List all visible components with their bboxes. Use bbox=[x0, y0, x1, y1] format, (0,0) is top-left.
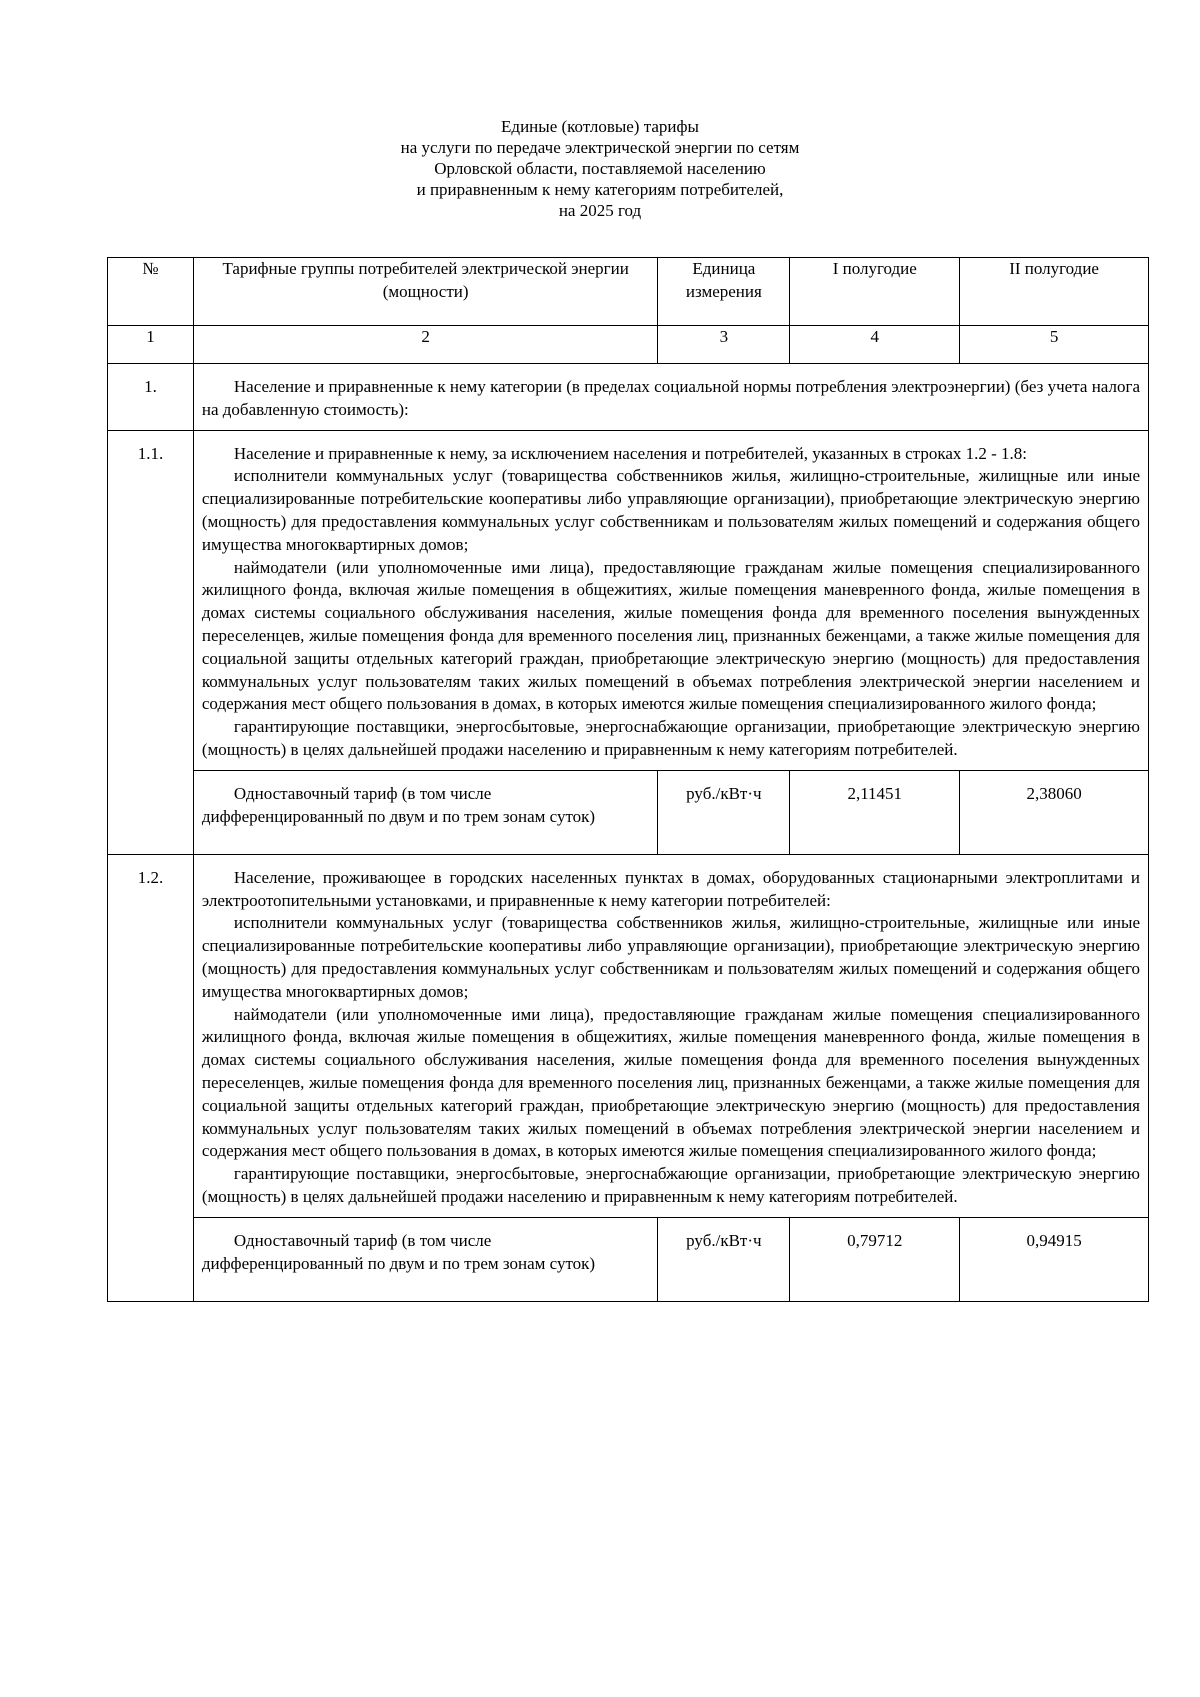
tariff-value-half1: 0,79712 bbox=[790, 1217, 960, 1301]
document-title bbox=[0, 116, 1200, 221]
row-text: Население и приравненные к нему категории (в пределах социальной нормы потребления электроэнергии) (без учета налога на добавленную стоимость): bbox=[201, 377, 1140, 419]
tariff-name bbox=[193, 1217, 658, 1301]
header-no: № bbox=[108, 258, 194, 326]
header-half1: I полугодие bbox=[790, 258, 960, 326]
col-number-2: 2 bbox=[193, 326, 658, 364]
tariff-row bbox=[108, 770, 1149, 854]
paragraph: гарантирующие поставщики, энергосбытовые, энергоснабжающие организации, приобретающие электрическую энергию (мощность) в целях дальнейшей продажи населению и приравненным к нему категориям потребителей. bbox=[201, 717, 1140, 759]
title-line-3: Орловской области, поставляемой населению bbox=[434, 159, 766, 178]
table-row bbox=[108, 364, 1149, 431]
table-row bbox=[108, 430, 1149, 770]
row-description bbox=[193, 854, 1148, 1217]
paragraph: гарантирующие поставщики, энергосбытовые, энергоснабжающие организации, приобретающие электрическую энергию (мощность) в целях дальнейшей продажи населению и приравненным к нему категориям потребителей. bbox=[201, 1164, 1140, 1206]
paragraph: Население, проживающее в городских населенных пунктах в домах, оборудованных стационарными электроплитами и электроотопительными установками, и приравненные к нему категории потребителей: bbox=[201, 867, 1140, 910]
title-line-2: на услуги по передаче электрической энергии по сетям bbox=[400, 138, 800, 157]
tariff-value-half2: 2,38060 bbox=[960, 770, 1149, 854]
paragraph: наймодатели (или уполномоченные ими лица), предоставляющие гражданам жилые помещения специализированного жилищного фонда, включая жилые помещения в общежитиях, жилые помещения маневренного фонда, жилые помещения в домах системы социального обслуживания населения, жилые помещения фонда для временного поселения вынужденных переселенцев, жилые помещения фонда для временного поселения лиц, признанных беженцами, а также жилые помещения для социальной защиты отдельных категорий граждан, приобретающие электрическую энергию (мощность) для предоставления коммунальных услуг пользователям таких жилых помещений в объемах потребления электрической энергии населением и содержания мест общего пользования в домах, в которых имеются жилые помещения специализированного жилого фонда; bbox=[201, 1004, 1140, 1161]
tariff-row bbox=[108, 1217, 1149, 1301]
row-number: 1. bbox=[108, 364, 194, 431]
column-numbers-row bbox=[108, 326, 1149, 364]
row-number: 1.1. bbox=[108, 430, 194, 854]
row-description bbox=[193, 430, 1148, 770]
paragraph: наймодатели (или уполномоченные ими лица), предоставляющие гражданам жилые помещения специализированного жилищного фонда, включая жилые помещения в общежитиях, жилые помещения маневренного фонда, жилые помещения в домах системы социального обслуживания населения, жилые помещения фонда для временного поселения вынужденных переселенцев, жилые помещения фонда для временного поселения лиц, признанных беженцами, а также жилые помещения для социальной защиты отдельных категорий граждан, приобретающие электрическую энергию (мощность) для предоставления коммунальных услуг пользователям таких жилых помещений в объемах потребления электрической энергии населением и содержания мест общего пользования в домах, в которых имеются жилые помещения специализированного жилого фонда; bbox=[201, 557, 1140, 714]
paragraph: исполнители коммунальных услуг (товарищества собственников жилья, жилищно-строительные, жилищные или иные специализированные потребительские кооперативы либо управляющие организации), приобретающие электрическую энергию (мощность) для предоставления коммунальных услуг собственникам и пользователям жилых помещений и содержания общего имущества многоквартирных домов; bbox=[201, 913, 1140, 1001]
title-line-4: и приравненным к нему категориям потребителей, bbox=[416, 180, 784, 199]
paragraph: исполнители коммунальных услуг (товарищества собственников жилья, жилищно-строительные, жилищные или иные специализированные потребительские кооперативы либо управляющие организации), приобретающие электрическую энергию (мощность) для предоставления коммунальных услуг собственникам и пользователям жилых помещений и содержания общего имущества многоквартирных домов; bbox=[201, 466, 1140, 554]
col-number-4: 4 bbox=[790, 326, 960, 364]
header-unit: Единица измерения bbox=[658, 258, 790, 326]
title-line-5: на 2025 год bbox=[558, 201, 642, 220]
tariff-value-half2: 0,94915 bbox=[960, 1217, 1149, 1301]
tariff-unit: руб./кВт·ч bbox=[658, 770, 790, 854]
tariff-name-text: Одноставочный тариф (в том числе дифференцированный по двум и по трем зонам суток) bbox=[201, 783, 596, 826]
tariff-unit: руб./кВт·ч bbox=[658, 1217, 790, 1301]
table-header-row bbox=[108, 258, 1149, 326]
row-number: 1.2. bbox=[108, 854, 194, 1301]
tariff-table bbox=[107, 257, 1149, 1302]
tariff-name bbox=[193, 770, 658, 854]
col-number-5: 5 bbox=[960, 326, 1149, 364]
col-number-1: 1 bbox=[108, 326, 194, 364]
tariff-value-half1: 2,11451 bbox=[790, 770, 960, 854]
header-half2: II полугодие bbox=[960, 258, 1149, 326]
table-row bbox=[108, 854, 1149, 1217]
title-line-1: Единые (котловые) тарифы bbox=[501, 117, 699, 136]
paragraph: Население и приравненные к нему, за исключением населения и потребителей, указанных в строках 1.2 - 1.8: bbox=[233, 443, 1028, 463]
row-description bbox=[193, 364, 1148, 431]
col-number-3: 3 bbox=[658, 326, 790, 364]
header-group: Тарифные группы потребителей электрической энергии (мощности) bbox=[193, 258, 658, 326]
tariff-name-text: Одноставочный тариф (в том числе дифференцированный по двум и по трем зонам суток) bbox=[201, 1230, 596, 1273]
